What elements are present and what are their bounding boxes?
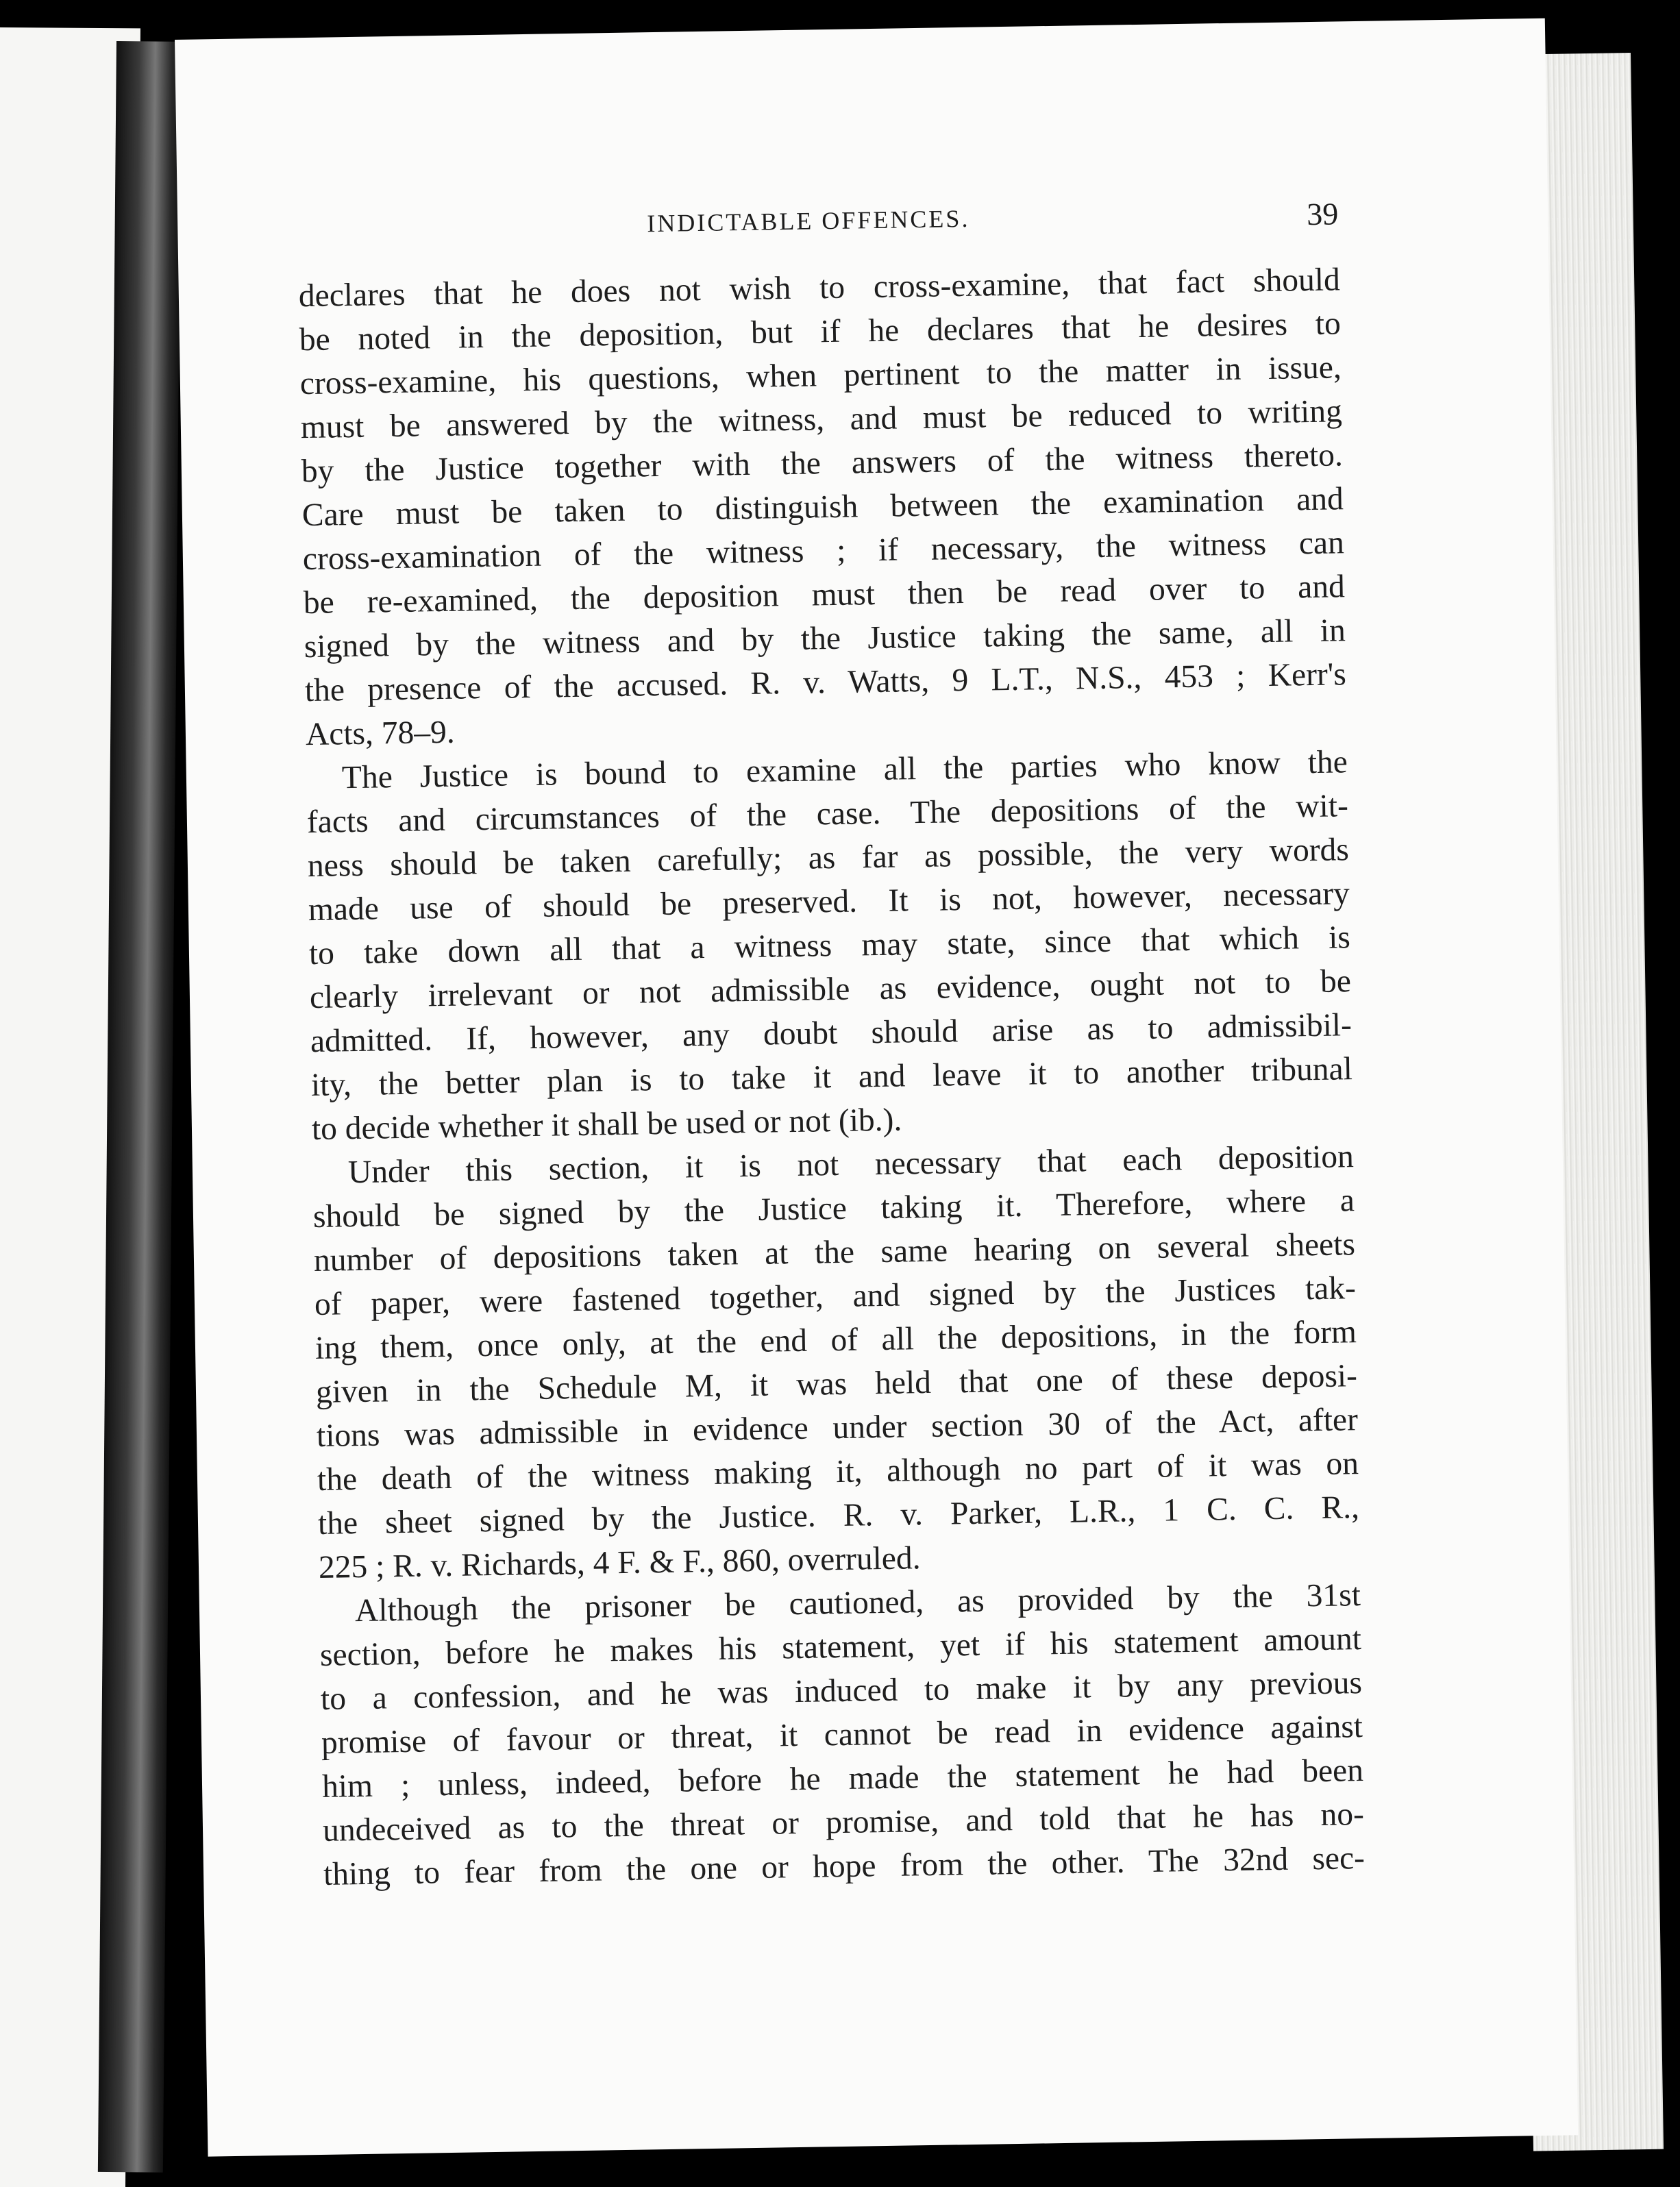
text-line: admitted. If, however, any doubt should arise as to admissibil- — [310, 1007, 1352, 1060]
text-line: him ; unless, indeed, before he made the statement he had been — [321, 1753, 1364, 1805]
text-line: promise of favour or threat, it cannot be read in evidence against — [321, 1709, 1363, 1761]
text-line: ity, the better plan is to take it and leave it to another tribunal — [310, 1051, 1353, 1104]
text-line: to take down all that a witness may state, since that which is — [308, 919, 1351, 972]
paragraph — [312, 1135, 1361, 1590]
text-line: clearly irrelevant or not admissible as evidence, ought not to be — [309, 963, 1352, 1016]
text-line: ing them, once only, at the end of all the depositions, in the form — [314, 1314, 1357, 1367]
text-line: the presence of the accused. R. v. Watts, 9 L.T., N.S., 453 ; Kerr's — [304, 656, 1347, 709]
text-line: to decide whether it shall be used or not (ib.). — [311, 1102, 902, 1148]
text-line: by the Justice together with the answers of the witness thereto. — [301, 437, 1344, 490]
text-line: Care must be taken to distinguish between the examination and — [301, 481, 1344, 534]
body-text — [298, 258, 1365, 1896]
text-line: Acts, 78–9. — [305, 714, 456, 753]
text-line: tions was admissible in evidence under section 30 of the Act, after — [316, 1402, 1359, 1454]
running-head: INDICTABLE OFFENCES. — [646, 204, 970, 238]
paragraph — [319, 1573, 1366, 1896]
text-line: cross-examination of the witness ; if necessary, the witness can — [302, 525, 1345, 578]
text-line: signed by the witness and by the Justice taking the same, all in — [304, 613, 1346, 665]
text-line: The Justice is bound to examine all the parties who know the — [341, 744, 1348, 796]
text-line: section, before he makes his statement, yet if his statement amount — [319, 1621, 1362, 1673]
page-number: 39 — [1306, 196, 1339, 232]
text-line: be noted in the deposition, but if he declares that he desires to — [299, 306, 1342, 358]
paragraph — [298, 258, 1347, 756]
text-line: declares that he does not wish to cross-examine, that fact should — [298, 262, 1341, 314]
text-line: number of depositions taken at the same hearing on several sheets — [313, 1226, 1356, 1279]
text-line: the sheet signed by the Justice. R. v. Parker, L.R., 1 C. C. R., — [317, 1490, 1360, 1542]
text-line: to a confession, and he was induced to make it by any previous — [320, 1665, 1363, 1717]
book-page — [175, 18, 1578, 2157]
text-line: be re-examined, the deposition must then be read over to and — [303, 569, 1346, 621]
text-line: of paper, were fastened together, and signed by the Justices tak- — [314, 1270, 1357, 1323]
text-line: should be signed by the Justice taking it. Therefore, where a — [312, 1183, 1355, 1235]
paragraph — [306, 740, 1353, 1151]
text-line: made use of should be preserved. It is not, however, necessary — [308, 876, 1350, 928]
text-line: given in the Schedule M, it was held that one of these deposi- — [315, 1358, 1358, 1411]
text-line: the death of the witness making it, although no part of it was on — [317, 1446, 1359, 1498]
text-line: thing to fear from the one or hope from the other. The 32nd sec- — [323, 1840, 1366, 1892]
text-line: cross-examine, his questions, when pertinent to the matter in issue, — [299, 349, 1342, 402]
text-line: must be answered by the witness, and must be reduced to writing — [300, 393, 1343, 446]
text-line: Under this section, it is not necessary that each deposition — [347, 1139, 1355, 1191]
text-line: 225 ; R. v. Richards, 4 F. & F., 860, overruled. — [318, 1540, 921, 1585]
text-line: ness should be taken carefully; as far as possible, the very words — [307, 832, 1350, 885]
text-line: undeceived as to the threat or promise, and told that he has no- — [322, 1796, 1365, 1849]
text-line: facts and circumstances of the case. The depositions of the wit- — [306, 788, 1349, 841]
text-line: Although the prisoner be cautioned, as provided by the 31st — [354, 1577, 1361, 1629]
page-header — [177, 195, 1548, 264]
